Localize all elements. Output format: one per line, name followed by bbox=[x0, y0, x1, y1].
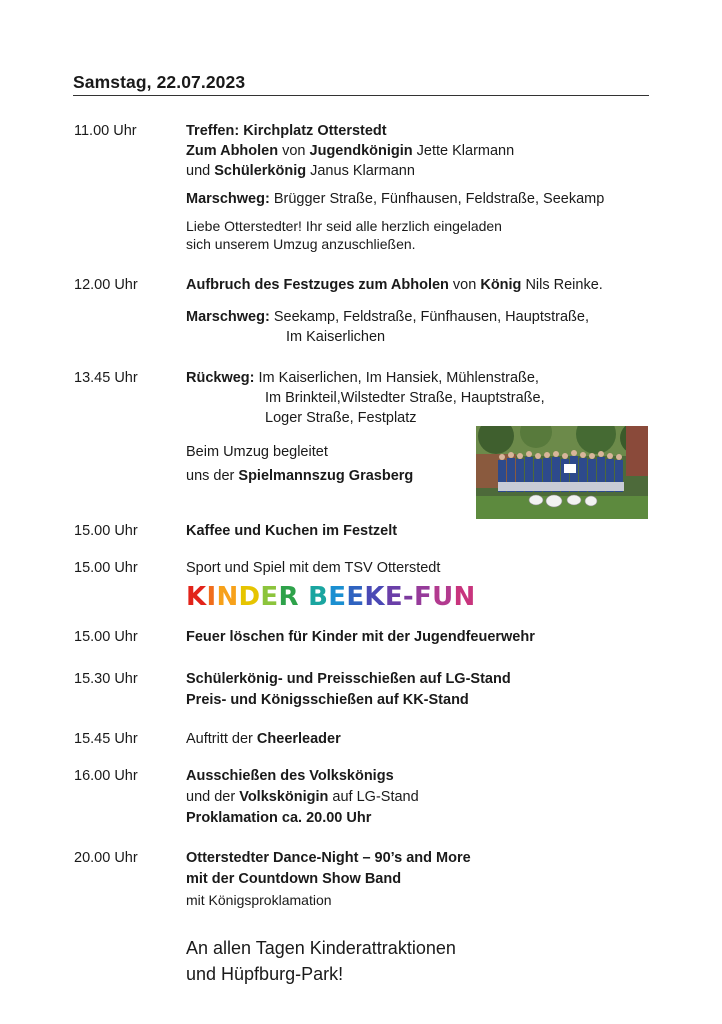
kinder-beeke-fun-logo bbox=[186, 582, 656, 612]
entry-fire: Feuer löschen für Kinder mit der Jugendfeuerwehr bbox=[186, 629, 535, 645]
time-1530: 15.30 Uhr bbox=[74, 671, 138, 687]
entry-return: Rückweg: Im Kaiserlichen, Im Hansiek, Mühlenstraße, Im Brinkteil,Wilstedter Straße, Hauptstraße, Loger Straße, Festplatz Beim Umzug begleitet uns der Spielmannszug Grasberg bbox=[186, 370, 545, 484]
logo-letter bbox=[299, 582, 308, 612]
entry-dance-night: Otterstedter Dance-Night – 90’s and More mit der Countdown Show Band mit Königsproklamation bbox=[186, 850, 471, 908]
logo-letter: E bbox=[328, 582, 347, 612]
entry-meeting: Treffen: Kirchplatz Otterstedt Zum Abholen von Jugendkönigin Jette Klarmann und Schülerkönig Janus Klarmann Marschweg: Brügger Straße, Fünfhausen, Feldstraße, Seekamp Liebe Otterstedter! Ihr seid alle herzlich eingeladen sich unserem Umzug anzuschließen. bbox=[186, 123, 605, 252]
logo-letter: K bbox=[186, 582, 207, 612]
day-heading: Samstag, 22.07.2023 bbox=[73, 71, 649, 96]
closing-note: An allen Tagen Kinderattraktionen und Hüpfburg-Park! bbox=[186, 938, 456, 984]
logo-letter: D bbox=[238, 582, 261, 612]
logo-letter: R bbox=[278, 582, 299, 612]
time-1345: 13.45 Uhr bbox=[74, 370, 138, 386]
time-2000: 20.00 Uhr bbox=[74, 850, 138, 866]
logo-letter: K bbox=[364, 582, 385, 612]
logo-letter: B bbox=[308, 582, 329, 612]
band-group-photo bbox=[476, 426, 648, 519]
logo-letter: U bbox=[432, 582, 454, 612]
logo-letter: N bbox=[216, 582, 239, 612]
time-1600: 16.00 Uhr bbox=[74, 768, 138, 784]
entry-shooting: Schülerkönig- und Preisschießen auf LG-Stand Preis- und Königsschießen auf KK-Stand bbox=[186, 671, 511, 708]
meeting-title: Treffen: Kirchplatz Otterstedt bbox=[186, 123, 387, 139]
entry-coffee: Kaffee und Kuchen im Festzelt bbox=[186, 523, 398, 539]
logo-letter: - bbox=[402, 582, 414, 612]
time-1200: 12.00 Uhr bbox=[74, 277, 138, 293]
logo-letter: E bbox=[384, 582, 403, 612]
logo-letter: I bbox=[206, 582, 217, 612]
time-1500-c: 15.00 Uhr bbox=[74, 629, 138, 645]
logo-letter: N bbox=[453, 582, 476, 612]
logo-letter: E bbox=[346, 582, 365, 612]
time-1100: 11.00 Uhr bbox=[74, 123, 137, 139]
entry-cheer: Auftritt der Cheerleader bbox=[186, 731, 341, 747]
time-1500-a: 15.00 Uhr bbox=[74, 523, 138, 539]
time-1545: 15.45 Uhr bbox=[74, 731, 138, 747]
logo-letter: F bbox=[414, 582, 433, 612]
logo-letter: E bbox=[260, 582, 279, 612]
entry-procession: Aufbruch des Festzuges zum Abholen von König Nils Reinke. Marschweg: Seekamp, Feldstraße, Fünfhausen, Hauptstraße, Im Kaiserlichen bbox=[186, 277, 603, 345]
entry-volkskoenig: Ausschießen des Volkskönigs und der Volkskönigin auf LG-Stand Proklamation ca. 20.00 Uhr bbox=[186, 768, 419, 826]
entry-sport: Sport und Spiel mit dem TSV Otterstedt KINDER BEEKE-FUN bbox=[186, 558, 656, 612]
time-1500-b: 15.00 Uhr bbox=[74, 560, 138, 576]
